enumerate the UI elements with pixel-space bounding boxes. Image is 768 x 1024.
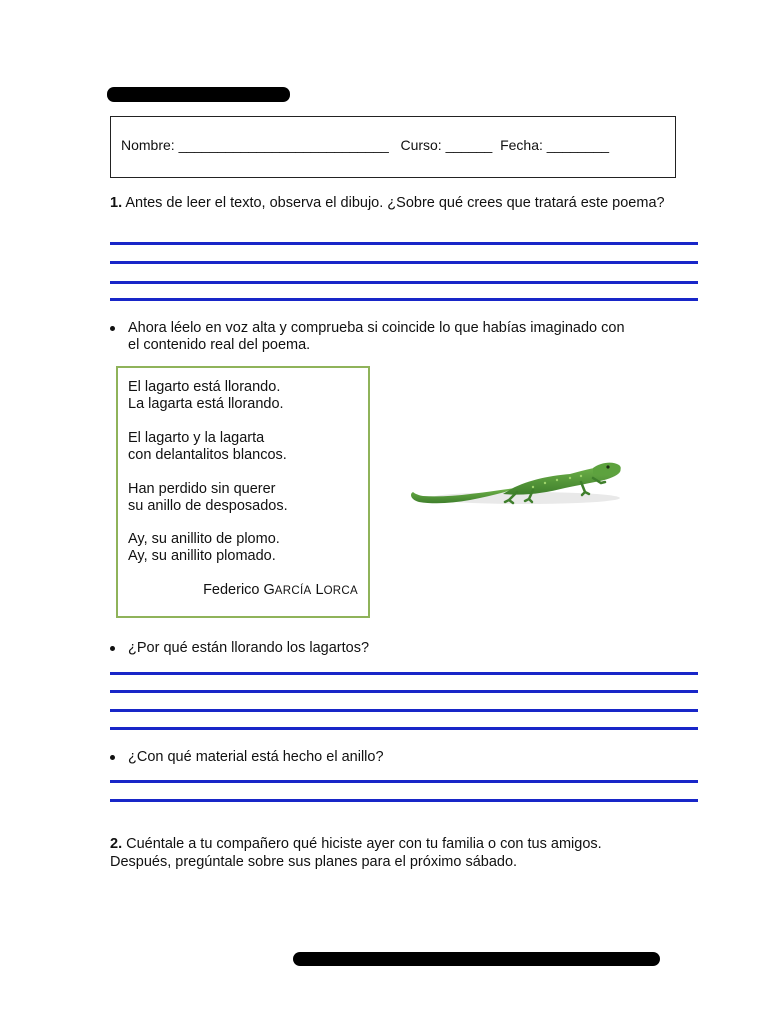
author-surname-initial: L [315, 582, 324, 598]
answer-line[interactable] [110, 281, 698, 284]
question-2-line-1: Cuéntale a tu compañero qué hiciste ayer con tu familia o con tus amigos. [126, 836, 602, 852]
author-surname-initial: G [263, 582, 275, 598]
answer-line[interactable] [110, 242, 698, 245]
poem-stanza [128, 430, 287, 464]
question-1-number: 1. [110, 195, 123, 211]
lizard-icon [405, 452, 630, 514]
answer-line[interactable] [110, 690, 698, 693]
answer-line[interactable] [110, 799, 698, 802]
bullet-3-text: ¿Con qué material está hecho el anillo? [128, 749, 384, 765]
author-surname-rest: ARCÍA [274, 585, 312, 597]
question-2 [110, 835, 690, 871]
bullet-2-text: ¿Por qué están llorando los lagartos? [128, 640, 370, 656]
poem-author [203, 582, 358, 598]
bullet-dot [110, 755, 115, 760]
answer-line[interactable] [110, 709, 698, 712]
poem-line: Ay, su anillito plomado. [128, 548, 276, 564]
poem-line: La lagarta está llorando. [128, 396, 284, 412]
poem-stanza [128, 531, 280, 565]
poem-stanza [128, 481, 288, 515]
author-first-name: Federico [203, 582, 264, 598]
poem-line: Han perdido sin querer [128, 481, 276, 497]
bullet-1-text [128, 320, 688, 354]
answer-line[interactable] [110, 261, 698, 264]
bullet-dot [110, 646, 115, 651]
header-redacted [107, 87, 290, 102]
student-info-line: Nombre: ___________________________ Curso: ______ Fecha: ________ [121, 137, 610, 153]
answer-line[interactable] [110, 672, 698, 675]
poem-stanza [128, 379, 284, 413]
question-1-text: Antes de leer el texto, observa el dibujo. ¿Sobre qué crees que tratará este poema? [125, 195, 665, 211]
bullet-1-line-1: Ahora léelo en voz alta y comprueba si coincide lo que habías imaginado con [128, 320, 625, 336]
poem-line: El lagarto está llorando. [128, 379, 281, 395]
student-info-box [110, 116, 676, 178]
bullet-dot [110, 326, 115, 331]
poem-line: con delantalitos blancos. [128, 447, 287, 463]
question-2-line-2: Después, pregúntale sobre sus planes para el próximo sábado. [110, 854, 518, 870]
poem-line: Ay, su anillito de plomo. [128, 531, 280, 547]
author-surname-rest: ORCA [323, 585, 358, 597]
answer-line[interactable] [110, 780, 698, 783]
poem-line: su anillo de desposados. [128, 498, 288, 514]
answer-line[interactable] [110, 298, 698, 301]
poem-line: El lagarto y la lagarta [128, 430, 265, 446]
answer-line[interactable] [110, 727, 698, 730]
bullet-1-line-2: el contenido real del poema. [128, 337, 311, 353]
poem-box [116, 366, 370, 618]
footer-redacted [293, 952, 660, 966]
question-1 [110, 194, 670, 212]
question-2-number: 2. [110, 836, 123, 852]
